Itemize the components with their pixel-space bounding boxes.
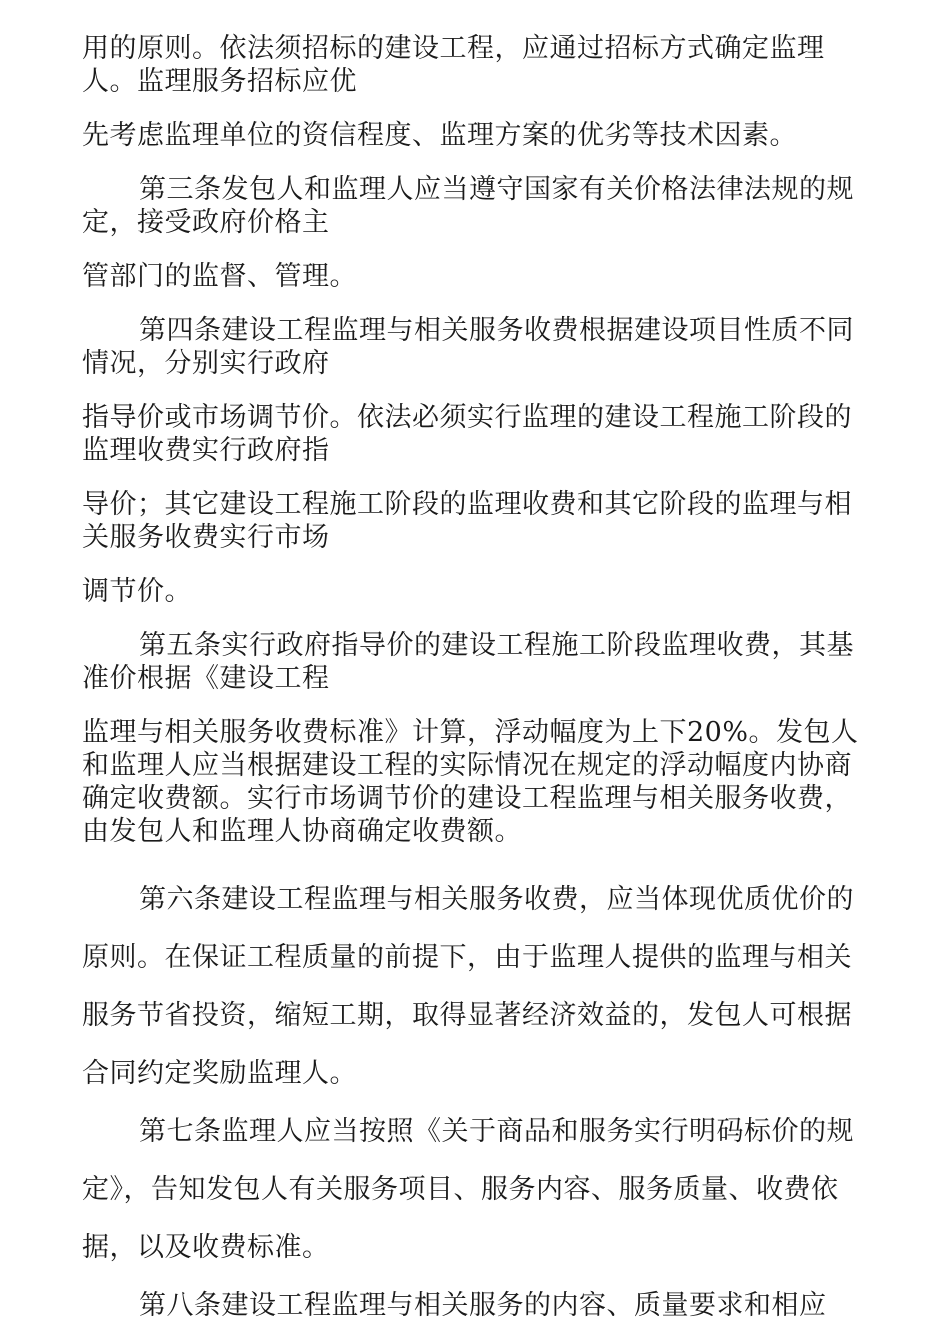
paragraph-article-6: 第六条建设工程监理与相关服务收费，应当体现优质优价的原则。在保证工程质量的前提下，由于监理人提供的监理与相关服务节省投资，缩短工期，取得显著经济效益的，发包人可根据合同约定奖励监理人。 bbox=[82, 884, 854, 1089]
paragraph-article-4-cont-1: 指导价或市场调节价。依法必须实行监理的建设工程施工阶段的监理收费实行政府指 bbox=[82, 402, 852, 466]
paragraph-2: 先考虑监理单位的资信程度、监理方案的优劣等技术因素。 bbox=[82, 120, 797, 151]
document-page bbox=[82, 32, 872, 1335]
paragraph-article-8: 第八条建设工程监理与相关服务的内容、质量要求和相应 bbox=[139, 1290, 827, 1321]
paragraph-article-5: 第五条实行政府指导价的建设工程施工阶段监理收费，其基准价根据《建设工程 bbox=[82, 630, 854, 694]
paragraph-article-5-cont: 监理与相关服务收费标准》计算，浮动幅度为上下20%。发包人和监理人应当根据建设工程的实际情况在规定的浮动幅度内协商确定收费额。实行市场调节价的建设工程监理与相关服务收费，由发包人和监理人协商确定收费额。 bbox=[82, 717, 859, 847]
paragraph-article-3: 第三条发包人和监理人应当遵守国家有关价格法律法规的规定，接受政府价格主 bbox=[82, 174, 854, 238]
paragraph-article-4-cont-2: 导价；其它建设工程施工阶段的监理收费和其它阶段的监理与相关服务收费实行市场 bbox=[82, 489, 852, 553]
paragraph-article-3-cont: 管部门的监督、管理。 bbox=[82, 261, 357, 292]
paragraph-article-4: 第四条建设工程监理与相关服务收费根据建设项目性质不同情况，分别实行政府 bbox=[82, 315, 854, 379]
paragraph-1: 用的原则。依法须招标的建设工程，应通过招标方式确定监理人。监理服务招标应优 bbox=[82, 33, 825, 97]
paragraph-article-4-cont-3: 调节价。 bbox=[82, 576, 192, 607]
paragraph-article-7: 第七条监理人应当按照《关于商品和服务实行明码标价的规定》，告知发包人有关服务项目、服务内容、服务质量、收费依据，以及收费标准。 bbox=[82, 1116, 854, 1263]
